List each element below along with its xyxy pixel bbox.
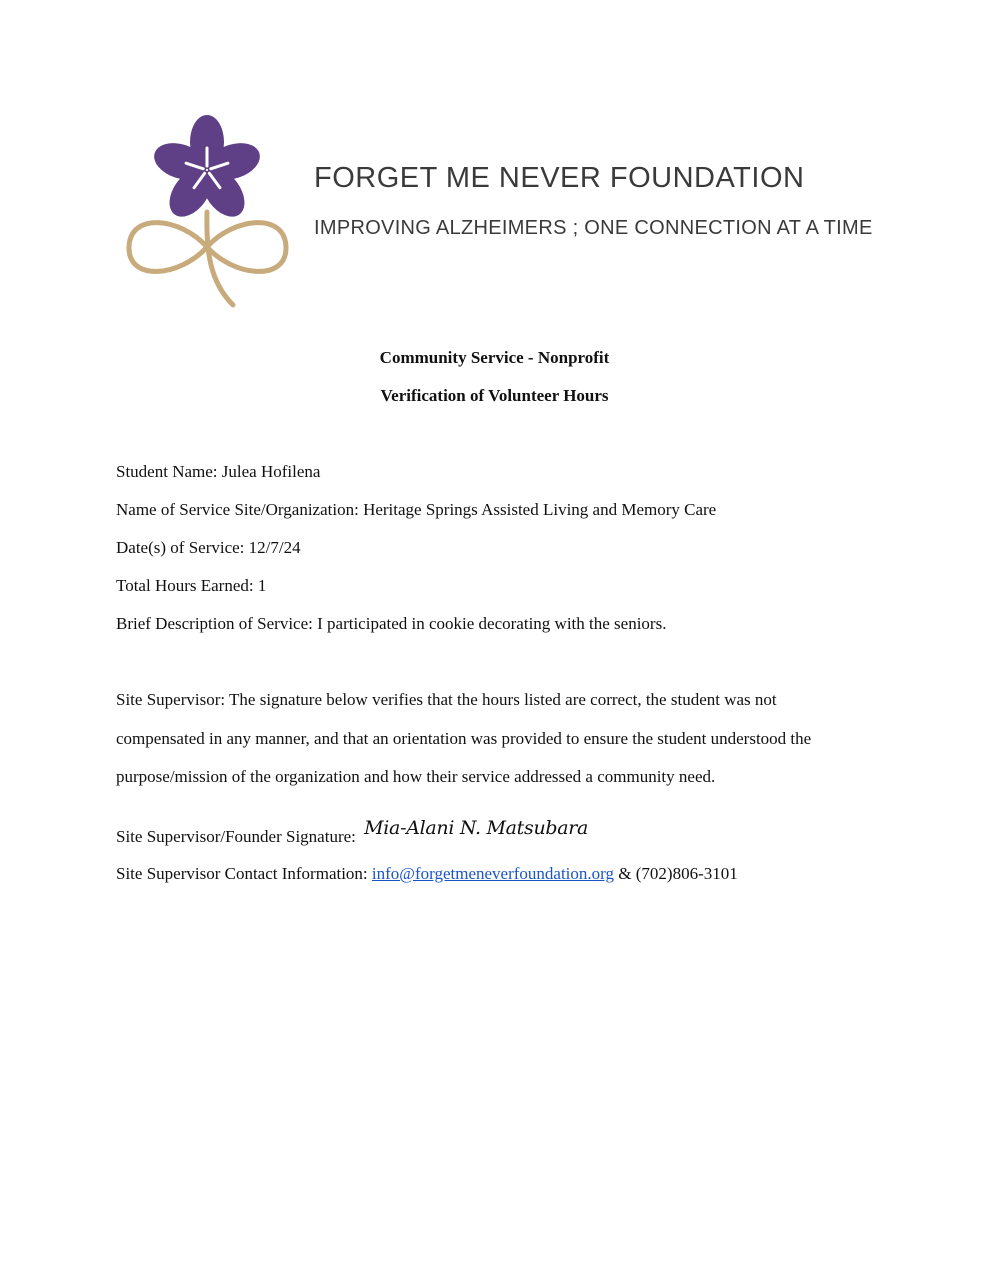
service-site-field [116, 500, 716, 520]
signature: Mia-Alani N. Matsubara [364, 817, 589, 839]
statement-line: purpose/mission of the organization and how their service addressed a community need. [116, 767, 716, 786]
signature-field [116, 817, 589, 847]
student-name-field [116, 462, 320, 482]
contact-label: Site Supervisor Contact Information: [116, 864, 368, 883]
organization-tagline: IMPROVING ALZHEIMERS ; ONE CONNECTION AT A TIME [314, 217, 873, 239]
student-name-label: Student Name: [116, 462, 218, 481]
service-site-value: Heritage Springs Assisted Living and Memory Care [363, 500, 717, 519]
contact-separator: & [618, 864, 632, 883]
total-hours-value: 1 [257, 576, 267, 595]
contact-phone: (702)806-3101 [635, 864, 738, 883]
document-title: Community Service - Nonprofit [379, 348, 610, 367]
statement-line: Site Supervisor: The signature below verifies that the hours listed are correct, the student was not [116, 690, 777, 709]
flower-icon [149, 115, 264, 224]
description-value: I participated in cookie decorating with the seniors. [317, 614, 667, 633]
contact-field [116, 864, 738, 884]
service-site-label: Name of Service Site/Organization: [116, 500, 359, 519]
service-dates-field [116, 538, 301, 558]
signature-label: Site Supervisor/Founder Signature: [116, 827, 356, 846]
description-field [116, 614, 666, 634]
service-dates-value: 12/7/24 [248, 538, 301, 557]
ribbon-icon [129, 212, 286, 305]
student-name-value: Julea Hofilena [221, 462, 321, 481]
document-subtitle: Verification of Volunteer Hours [380, 386, 609, 405]
contact-email-link[interactable]: info@forgetmeneverfoundation.org [371, 864, 615, 883]
total-hours-field [116, 576, 266, 596]
total-hours-label: Total Hours Earned: [116, 576, 254, 595]
organization-name: FORGET ME NEVER FOUNDATION [314, 162, 805, 194]
statement-line: compensated in any manner, and that an orientation was provided to ensure the student understood the [116, 729, 812, 748]
foundation-logo [120, 112, 300, 312]
description-label: Brief Description of Service: [116, 614, 313, 633]
service-dates-label: Date(s) of Service: [116, 538, 245, 557]
